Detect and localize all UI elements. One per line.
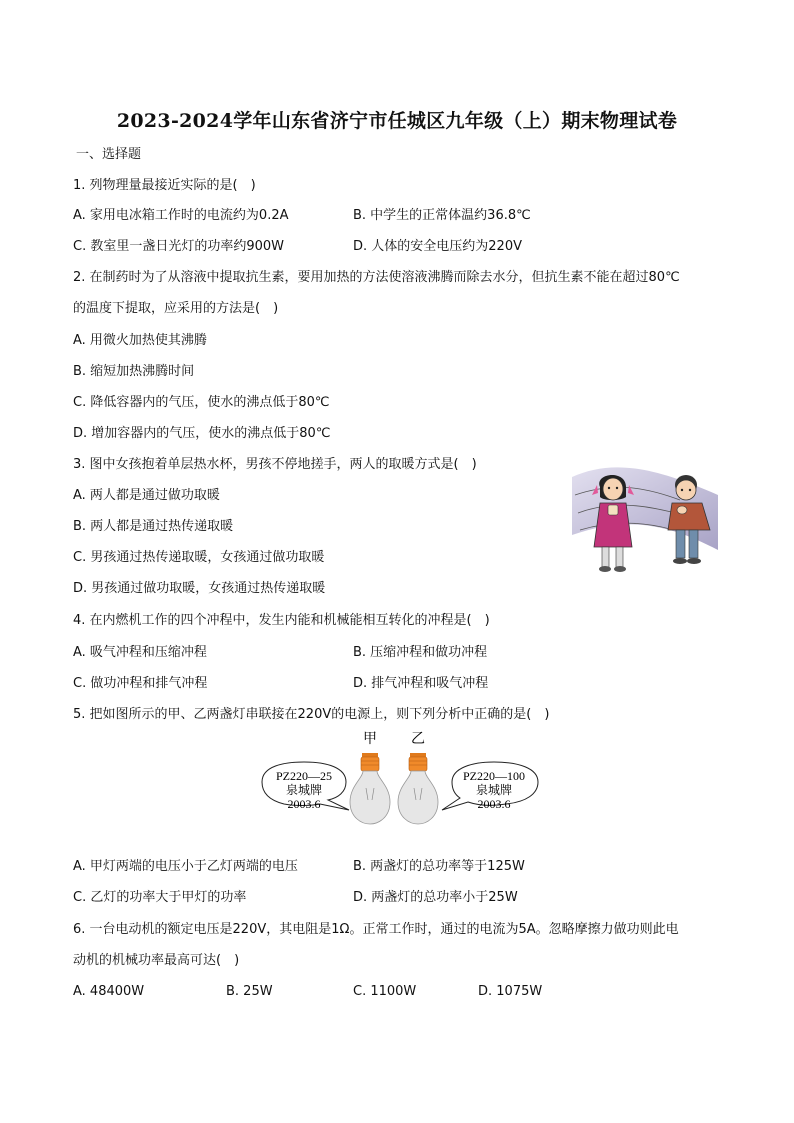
- q2-stem-line2: 的温度下提取，应采用的方法是( ): [73, 301, 279, 316]
- q2-option-b[interactable]: B. 缩短加热沸腾时间: [73, 364, 195, 379]
- q6-stem-line2: 动机的机械功率最高可达( ): [73, 953, 240, 968]
- q6-option-a[interactable]: A. 48400W: [73, 984, 145, 999]
- q4-stem: 4. 在内燃机工作的四个冲程中，发生内能和机械能相互转化的冲程是( ): [73, 613, 490, 628]
- q5-stem: 5. 把如图所示的甲、乙两盏灯串联接在220V的电源上，则下列分析中正确的是( ): [73, 707, 550, 722]
- q1-option-a[interactable]: A. 家用电冰箱工作时的电流约为0.2A: [73, 208, 289, 223]
- q2-option-c[interactable]: C. 降低容器内的气压，使水的沸点低于80℃: [73, 395, 330, 410]
- q6-option-b[interactable]: B. 25W: [226, 984, 273, 999]
- bulb-jia-date: 2003.6: [287, 797, 321, 811]
- q1-option-c[interactable]: C. 教室里一盏日光灯的功率约900W: [73, 239, 285, 254]
- bulb-yi-icon: [398, 753, 438, 824]
- q5-option-c[interactable]: C. 乙灯的功率大于甲灯的功率: [73, 890, 247, 905]
- q5-option-a[interactable]: A. 甲灯两端的电压小于乙灯两端的电压: [73, 859, 298, 874]
- q1-stem: 1. 列物理量最接近实际的是( ): [73, 178, 256, 193]
- q1-option-b[interactable]: B. 中学生的正常体温约36.8℃: [353, 208, 531, 223]
- q4-option-b[interactable]: B. 压缩冲程和做功冲程: [353, 645, 488, 660]
- q3-option-a[interactable]: A. 两人都是通过做功取暖: [73, 488, 220, 503]
- q2-stem-line1: 2. 在制药时为了从溶液中提取抗生素，要用加热的方法使溶液沸腾而除去水分，但抗生素不能在超过80℃: [73, 270, 680, 285]
- bulb-jia-nameplate: [262, 762, 349, 811]
- q5-option-d[interactable]: D. 两盏灯的总功率小于25W: [353, 890, 518, 905]
- section-heading: 一、选择题: [76, 147, 142, 162]
- q6-stem-line1: 6. 一台电动机的额定电压是220V，其电阻是1Ω。正常工作时，通过的电流为5A。忽略摩擦力做功则此电: [73, 922, 679, 937]
- q6-option-c[interactable]: C. 1100W: [353, 984, 417, 999]
- q3-stem: 3. 图中女孩抱着单层热水杯，男孩不停地搓手，两人的取暖方式是( ): [73, 457, 477, 472]
- bulb-yi-nameplate: [442, 762, 538, 811]
- q6-option-d[interactable]: D. 1075W: [478, 984, 543, 999]
- q2-option-d[interactable]: D. 增加容器内的气压，使水的沸点低于80℃: [73, 426, 331, 441]
- page-title: 2023-2024学年山东省济宁市任城区九年级（上）期末物理试卷: [116, 110, 678, 132]
- q3-children-illustration: [570, 455, 720, 580]
- bulb-label-jia: 甲: [363, 731, 377, 747]
- q4-option-a[interactable]: A. 吸气冲程和压缩冲程: [73, 645, 207, 660]
- bulb-yi-date: 2003.6: [477, 797, 511, 811]
- q3-option-b[interactable]: B. 两人都是通过热传递取暖: [73, 519, 234, 534]
- q4-option-d[interactable]: D. 排气冲程和吸气冲程: [353, 676, 489, 691]
- q4-option-c[interactable]: C. 做功冲程和排气冲程: [73, 676, 208, 691]
- q3-option-c[interactable]: C. 男孩通过热传递取暖，女孩通过做功取暖: [73, 550, 325, 565]
- cup-icon: [608, 505, 618, 515]
- q5-option-b[interactable]: B. 两盏灯的总功率等于125W: [353, 859, 525, 874]
- q1-option-d[interactable]: D. 人体的安全电压约为220V: [353, 239, 522, 254]
- bulb-label-yi: 乙: [411, 731, 425, 747]
- bulb-yi-brand: 泉城牌: [475, 783, 513, 797]
- q2-option-a[interactable]: A. 用微火加热使其沸腾: [73, 333, 207, 348]
- bulb-jia-model: PZ220—25: [275, 769, 333, 783]
- q5-bulbs-figure: [254, 728, 544, 830]
- q3-option-d[interactable]: D. 男孩通过做功取暖，女孩通过热传递取暖: [73, 581, 326, 596]
- bulb-jia-icon: [350, 753, 390, 824]
- bulb-jia-brand: 泉城牌: [285, 783, 323, 797]
- bulb-yi-model: PZ220—100: [462, 769, 526, 783]
